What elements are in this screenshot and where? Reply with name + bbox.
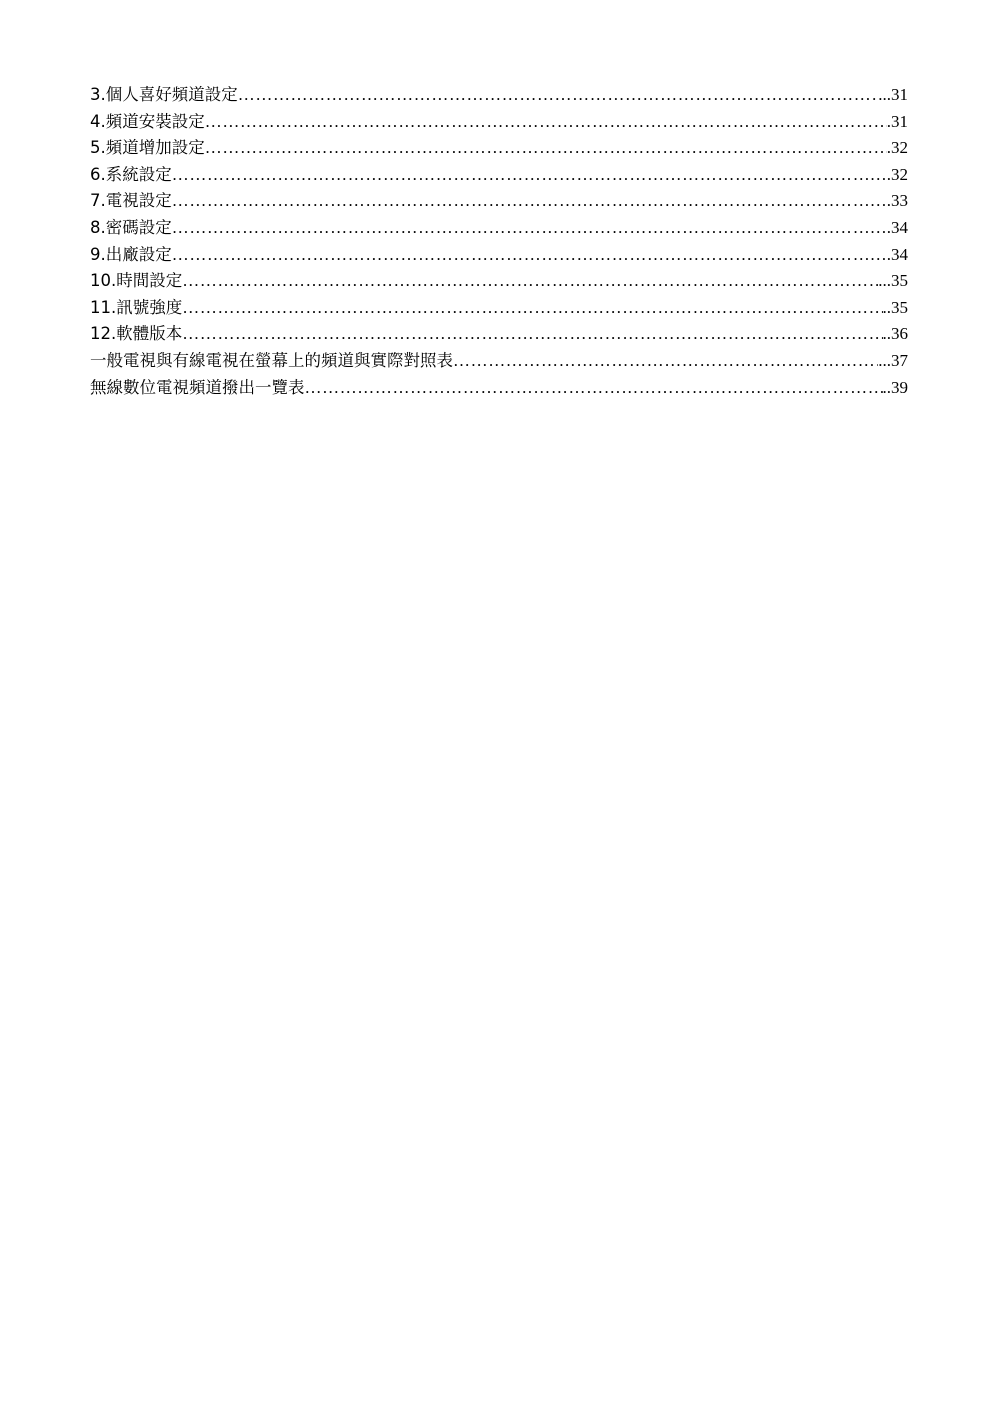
toc-entry-label: 10.時間設定 <box>90 271 183 291</box>
toc-dot-leader <box>182 295 882 322</box>
toc-dot-leader <box>453 348 878 375</box>
toc-entry-channel-add[interactable] <box>90 135 908 162</box>
toc-entry-page: ...37 <box>878 350 908 370</box>
toc-entry-system[interactable] <box>90 162 908 189</box>
toc-entry-label: 無線數位電視頻道撥出一覽表 <box>90 377 305 397</box>
toc-entry-page: …….32 <box>852 164 908 184</box>
toc-entry-page: ..35 <box>882 297 908 317</box>
toc-dot-leader <box>182 321 882 348</box>
toc-entry-signal[interactable] <box>90 295 908 322</box>
toc-entry-label: 8.密碼設定 <box>90 217 172 237</box>
toc-entry-label: 11.訊號強度 <box>90 297 183 317</box>
toc-entry-label: 5.頻道增加設定 <box>90 138 205 158</box>
toc-entry-channel-table[interactable] <box>90 348 908 375</box>
toc-entry-factory[interactable] <box>90 242 908 269</box>
toc-dot-leader <box>305 375 883 402</box>
toc-entry-page: …….33 <box>852 191 908 211</box>
toc-dot-leader <box>182 268 878 295</box>
toc-entry-page: .31 <box>886 111 908 131</box>
toc-entry-dtv-list[interactable] <box>90 375 908 402</box>
toc-entry-page: ..39 <box>882 377 908 397</box>
toc-entry-tv[interactable] <box>90 188 908 215</box>
toc-entry-page: ...35 <box>878 271 908 291</box>
toc-entry-page: .32 <box>886 138 908 158</box>
toc-entry-page: …….34 <box>852 244 908 264</box>
toc-dot-leader <box>238 82 879 109</box>
toc-dot-leader <box>172 242 853 269</box>
toc-dot-leader <box>172 162 853 189</box>
toc-dot-leader <box>205 109 887 136</box>
toc-entry-page: ...31 <box>878 85 908 104</box>
table-of-contents <box>90 82 908 401</box>
toc-entry-channel-install[interactable] <box>90 109 908 136</box>
toc-entry-time[interactable] <box>90 268 908 295</box>
toc-entry-password[interactable] <box>90 215 908 242</box>
toc-dot-leader <box>172 188 853 215</box>
toc-entry-label: 6.系統設定 <box>90 164 172 184</box>
toc-entry-software[interactable] <box>90 321 908 348</box>
toc-dot-leader <box>172 215 853 242</box>
toc-entry-label: 12.軟體版本 <box>90 324 183 344</box>
toc-entry-favorite-channel[interactable] <box>90 82 908 109</box>
toc-entry-label: 9.出廠設定 <box>90 244 172 264</box>
toc-dot-leader <box>205 135 887 162</box>
toc-entry-label: 一般電視與有線電視在螢幕上的頻道與實際對照表 <box>90 350 453 370</box>
toc-entry-page: …….34 <box>852 217 908 237</box>
toc-entry-label: 7.電視設定 <box>90 191 172 211</box>
toc-entry-page: ..36 <box>882 324 908 344</box>
toc-entry-label: 4.頻道安裝設定 <box>90 111 205 131</box>
toc-entry-label: 3.個人喜好頻道設定 <box>90 85 238 104</box>
